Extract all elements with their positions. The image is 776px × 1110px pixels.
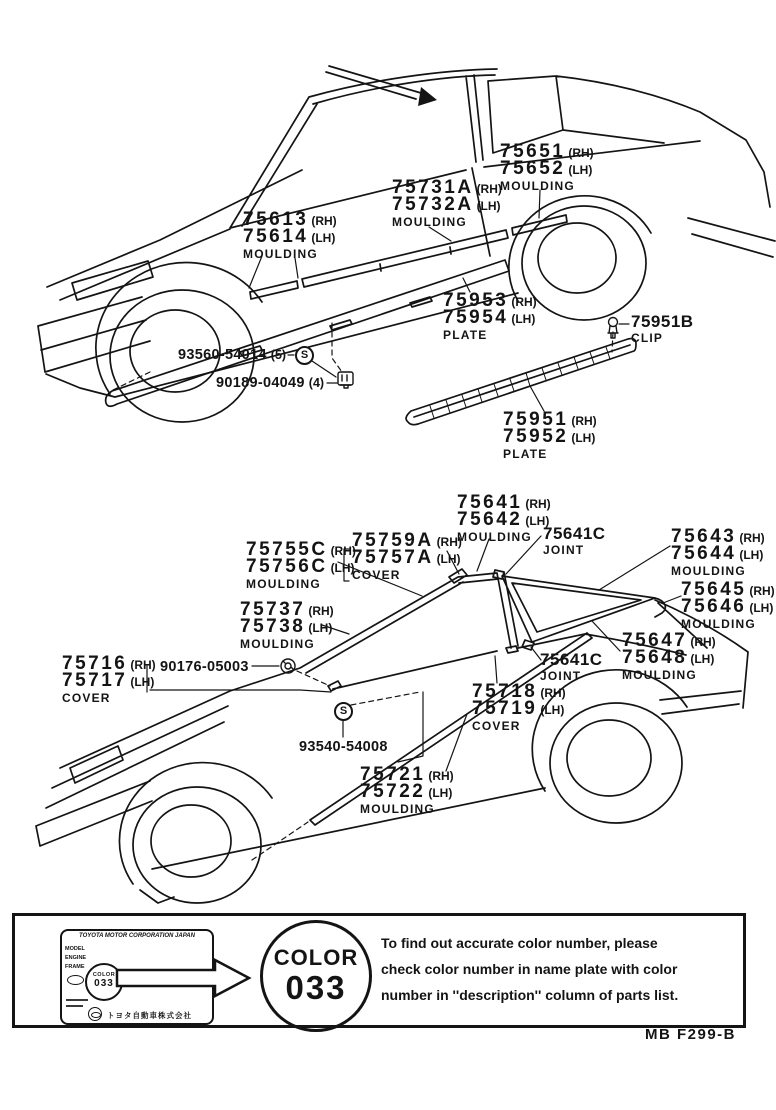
name-plate-title: TOYOTA MOTOR CORPORATION JAPAN bbox=[79, 933, 195, 939]
color-note-panel bbox=[12, 913, 746, 1028]
part-side: (LH) bbox=[330, 561, 355, 575]
part-label-75641-75642 bbox=[457, 492, 551, 544]
part-label-75716-75717 bbox=[62, 653, 156, 705]
part-number: 90189-04049 bbox=[216, 375, 305, 391]
part-label-75951B bbox=[631, 314, 694, 344]
screw-symbol-letter: S bbox=[339, 705, 348, 717]
upper-moulding-strips bbox=[106, 66, 636, 425]
name-plate-field-model: MODEL bbox=[65, 946, 85, 952]
part-label-90176-05003 bbox=[160, 659, 249, 675]
part-side: (LH) bbox=[308, 621, 333, 635]
part-side: (RH) bbox=[311, 214, 337, 228]
part-label-75647-75648 bbox=[622, 630, 716, 682]
part-side: (LH) bbox=[311, 231, 336, 245]
part-type: COVER bbox=[62, 691, 111, 705]
part-side: (RH) bbox=[568, 146, 594, 160]
screw-symbol-icon bbox=[334, 702, 353, 721]
part-number: 75646 bbox=[681, 596, 747, 617]
part-label-75953-75954 bbox=[443, 290, 537, 342]
color-label: COLOR bbox=[273, 945, 359, 970]
arrow-head-icon bbox=[418, 87, 437, 106]
part-number: 75952 bbox=[503, 426, 569, 447]
part-side: (RH) bbox=[436, 535, 462, 549]
upper-car-outline bbox=[38, 69, 775, 422]
part-side: (LH) bbox=[130, 675, 155, 689]
part-number: 75717 bbox=[62, 670, 128, 691]
lower-car-outline bbox=[36, 569, 748, 903]
color-label: COLOR bbox=[92, 972, 116, 978]
part-number: 75645 bbox=[681, 579, 747, 600]
part-side: (LH) bbox=[571, 431, 596, 445]
part-label-75613-75614 bbox=[243, 209, 337, 261]
part-number: 75757A bbox=[352, 547, 434, 568]
part-label-93560-54014 bbox=[178, 347, 286, 363]
toyota-logo-icon bbox=[88, 1007, 102, 1021]
part-number: 75722 bbox=[360, 781, 426, 802]
note-line: check color number in name plate with color bbox=[381, 961, 678, 977]
part-number: 75641 bbox=[457, 492, 523, 513]
part-label-75641C-joint-1 bbox=[543, 526, 606, 556]
part-number: 75648 bbox=[622, 647, 688, 668]
clip-icon bbox=[338, 372, 353, 388]
part-side: (LH) bbox=[476, 199, 501, 213]
part-label-75651-75652 bbox=[500, 141, 594, 193]
part-type: MOULDING bbox=[392, 215, 467, 229]
part-side: (LH) bbox=[739, 548, 764, 562]
part-side: (RH) bbox=[308, 604, 334, 618]
part-number: 93560-54014 bbox=[178, 347, 267, 363]
part-side: (RH) bbox=[749, 584, 775, 598]
part-type: MOULDING bbox=[500, 179, 575, 193]
part-side: (RH) bbox=[476, 182, 502, 196]
part-number: 75642 bbox=[457, 509, 523, 530]
figure-code: MB F299-B bbox=[645, 1026, 737, 1043]
name-plate-field-engine: ENGINE bbox=[65, 955, 87, 961]
part-number: 75652 bbox=[500, 158, 566, 179]
part-side: (RH) bbox=[540, 686, 566, 700]
part-number: 75951 bbox=[503, 409, 569, 430]
color-code-circle bbox=[260, 920, 372, 1032]
part-type: MOULDING bbox=[457, 530, 532, 544]
part-label-75641C-joint-2 bbox=[540, 652, 603, 682]
color-pointer-arrow-icon bbox=[109, 956, 259, 1000]
part-number: 75953 bbox=[443, 290, 509, 311]
part-label-75718-75719 bbox=[472, 681, 566, 733]
part-type: MOULDING bbox=[243, 247, 318, 261]
part-side: (LH) bbox=[525, 514, 550, 528]
name-plate-small-text bbox=[66, 1005, 83, 1007]
part-side: (RH) bbox=[739, 531, 765, 545]
part-side: (RH) bbox=[571, 414, 597, 428]
part-type: CLIP bbox=[631, 331, 664, 345]
part-number: 75719 bbox=[472, 698, 538, 719]
part-side: (RH) bbox=[690, 635, 716, 649]
part-number: 75718 bbox=[472, 681, 538, 702]
part-side: (LH) bbox=[511, 312, 536, 326]
part-number: 75951B bbox=[631, 312, 694, 331]
part-type: MOULDING bbox=[246, 577, 321, 591]
part-number: 75954 bbox=[443, 307, 509, 328]
part-number: 75756C bbox=[246, 556, 328, 577]
part-side: (LH) bbox=[568, 163, 593, 177]
part-type: PLATE bbox=[503, 447, 548, 461]
part-qty: (5) bbox=[270, 348, 287, 362]
part-side: (RH) bbox=[428, 769, 454, 783]
part-type: MOULDING bbox=[360, 802, 435, 816]
part-type: PLATE bbox=[443, 328, 488, 342]
part-number: 75716 bbox=[62, 653, 128, 674]
color-value: 033 bbox=[285, 969, 347, 1006]
part-type: MOULDING bbox=[681, 617, 756, 631]
part-type: MOULDING bbox=[240, 637, 315, 651]
part-label-75737-75738 bbox=[240, 599, 334, 651]
part-label-75643-75644 bbox=[671, 526, 765, 578]
part-number: 75738 bbox=[240, 616, 306, 637]
part-number: 93540-54008 bbox=[299, 739, 388, 755]
part-label-75755C-75756C bbox=[246, 539, 356, 591]
part-number: 75641C bbox=[540, 650, 603, 669]
nut-icon bbox=[281, 659, 295, 673]
part-side: (LH) bbox=[749, 601, 774, 615]
screw-symbol-icon bbox=[295, 346, 314, 365]
part-side: (RH) bbox=[330, 544, 356, 558]
note-line: To find out accurate color number, please bbox=[381, 935, 658, 951]
part-side: (LH) bbox=[428, 786, 453, 800]
color-note-text bbox=[381, 930, 678, 1008]
part-number: 75755C bbox=[246, 539, 328, 560]
part-number: 75643 bbox=[671, 526, 737, 547]
part-number: 75759A bbox=[352, 530, 434, 551]
part-number: 75614 bbox=[243, 226, 309, 247]
note-line: number in ''description'' column of parts list. bbox=[381, 987, 679, 1003]
part-number: 75647 bbox=[622, 630, 688, 651]
part-number: 75651 bbox=[500, 141, 566, 162]
part-side: (LH) bbox=[540, 703, 565, 717]
part-number: 75732A bbox=[392, 194, 474, 215]
part-side: (RH) bbox=[525, 497, 551, 511]
name-plate-oval bbox=[67, 975, 84, 985]
part-type: COVER bbox=[352, 568, 401, 582]
part-label-75951-75952 bbox=[503, 409, 597, 461]
part-label-75731A-75732A bbox=[392, 177, 502, 229]
part-number: 75731A bbox=[392, 177, 474, 198]
part-side: (RH) bbox=[511, 295, 537, 309]
part-label-90189-04049 bbox=[216, 375, 324, 391]
part-side: (RH) bbox=[130, 658, 156, 672]
color-value: 033 bbox=[94, 978, 114, 989]
part-label-75645-75646 bbox=[681, 579, 775, 631]
part-side: (LH) bbox=[690, 652, 715, 666]
part-label-75721-75722 bbox=[360, 764, 454, 816]
name-plate-small-text bbox=[66, 999, 88, 1001]
part-number: 75737 bbox=[240, 599, 306, 620]
part-number: 75721 bbox=[360, 764, 426, 785]
part-type: JOINT bbox=[543, 543, 585, 557]
part-number: 75644 bbox=[671, 543, 737, 564]
part-qty: (4) bbox=[308, 376, 325, 390]
part-type: COVER bbox=[472, 719, 521, 733]
part-number: 75613 bbox=[243, 209, 309, 230]
part-type: JOINT bbox=[540, 669, 582, 683]
part-label-75759A-75757A bbox=[352, 530, 462, 582]
part-side: (LH) bbox=[436, 552, 461, 566]
part-type: MOULDING bbox=[622, 668, 697, 682]
part-type: MOULDING bbox=[671, 564, 746, 578]
part-number: 90176-05003 bbox=[160, 659, 249, 675]
name-plate-field-frame: FRAME bbox=[65, 964, 85, 970]
name-plate-company: トヨタ自動車株式会社 bbox=[107, 1011, 192, 1020]
screw-symbol-letter: S bbox=[300, 349, 309, 361]
part-label-93540-54008 bbox=[299, 739, 388, 755]
part-number: 75641C bbox=[543, 524, 606, 543]
